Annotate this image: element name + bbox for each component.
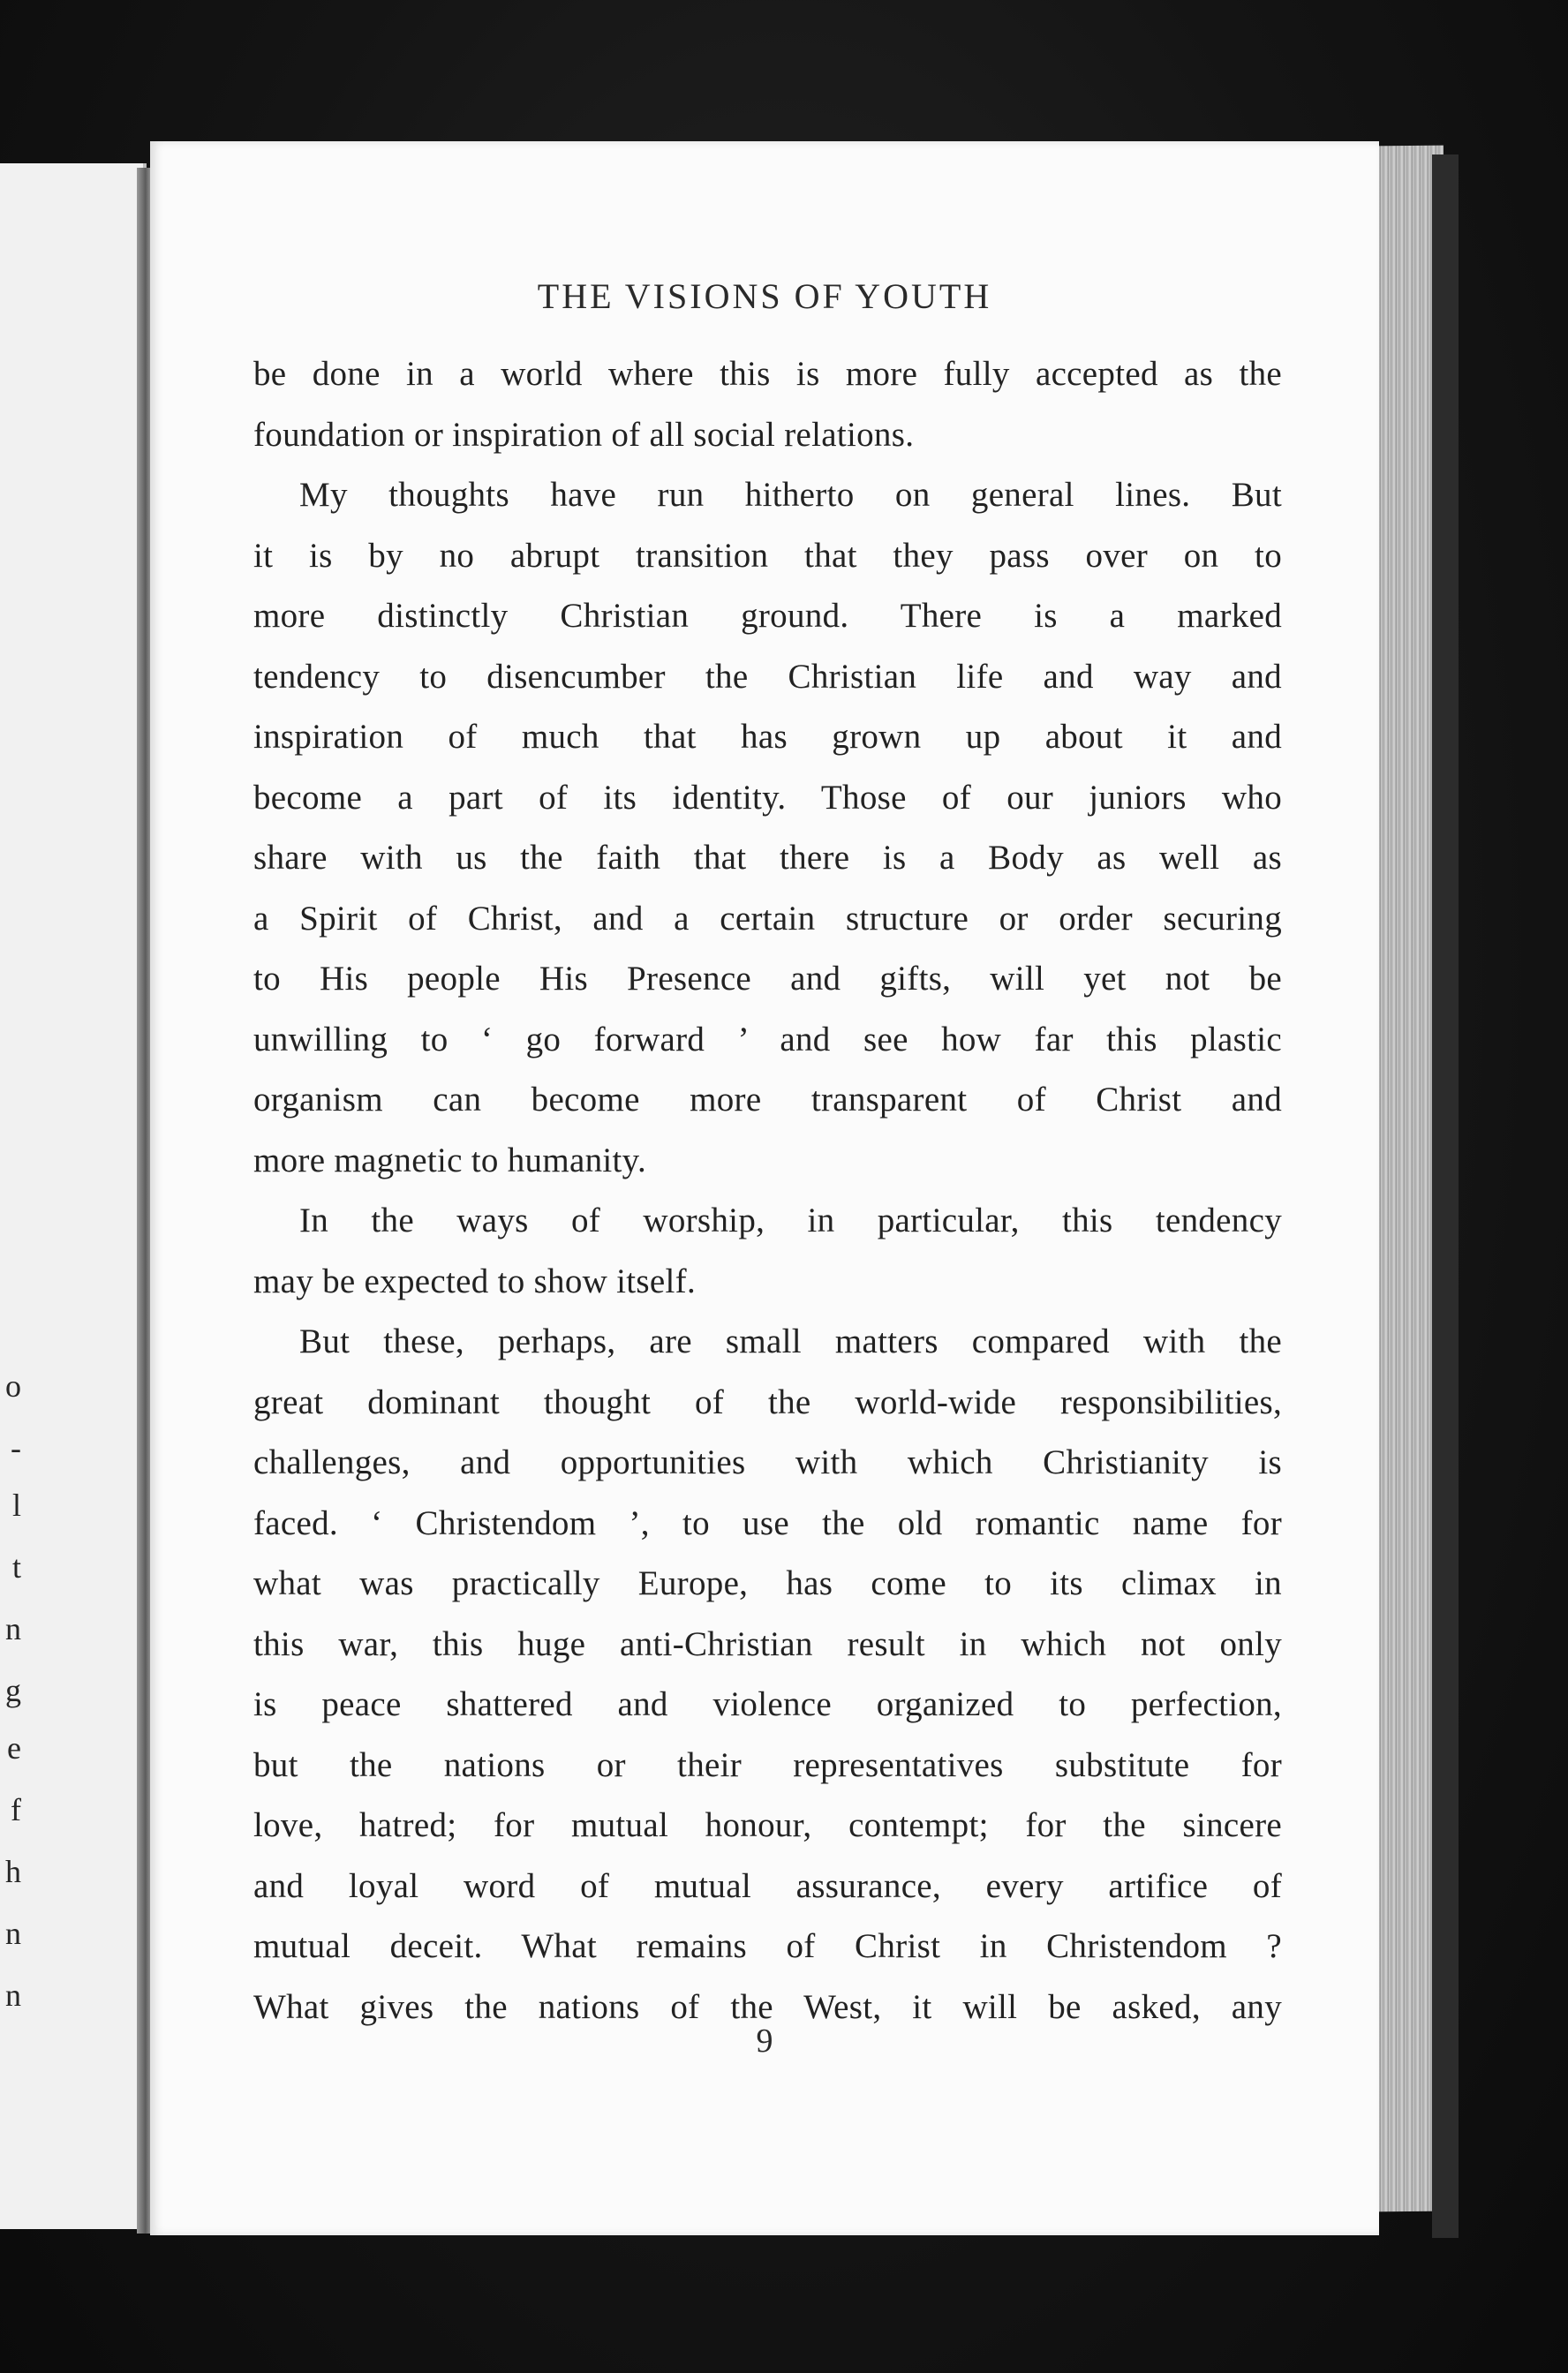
facing-page-fragment: e xyxy=(7,1730,21,1766)
page-number: 9 xyxy=(756,2023,773,2060)
facing-page-fragment: n xyxy=(5,1978,21,2013)
facing-page-fragment: g xyxy=(5,1673,21,1708)
text-line: foundation or inspiration of all social relations. xyxy=(253,415,915,454)
text-line: be done in a world where this is more fully accepted as the xyxy=(253,355,1282,393)
text-line: more magnetic to humanity. xyxy=(253,1141,646,1179)
text-line: is peace shattered and violence organized to perfection, xyxy=(253,1685,1282,1723)
text-line: become a part of its identity. Those of our juniors who xyxy=(253,778,1282,817)
facing-page-fragment: o xyxy=(5,1368,21,1404)
text-line: but the nations or their representatives substitute for xyxy=(253,1745,1282,1784)
text-line: this war, this huge anti-Christian result in which not only xyxy=(253,1624,1282,1663)
running-head: THE VISIONS OF YOUTH xyxy=(537,276,992,316)
text-line: challenges, and opportunities with which Christianity is xyxy=(253,1443,1282,1481)
text-line: and loyal word of mutual assurance, every artifice of xyxy=(253,1866,1282,1905)
facing-page-fragment: l xyxy=(11,1488,21,1523)
facing-page-fragment: f xyxy=(11,1792,21,1827)
text-line: a Spirit of Christ, and a certain structure or order securing xyxy=(253,899,1282,938)
text-line: may be expected to show itself. xyxy=(253,1262,696,1300)
facing-page xyxy=(0,163,147,2229)
facing-page-fragment: h xyxy=(5,1854,21,1889)
text-line: But these, perhaps, are small matters compared with the xyxy=(299,1322,1282,1360)
body-text xyxy=(253,344,1282,2038)
facing-page-fragment: - xyxy=(11,1430,21,1465)
text-line: inspiration of much that has grown up about it and xyxy=(253,718,1282,756)
facing-page-fragment: t xyxy=(11,1549,21,1585)
text-line: more distinctly Christian ground. There is a marked xyxy=(253,597,1282,635)
text-line: unwilling to ‘ go forward ’ and see how far this plastic xyxy=(253,1020,1282,1058)
text-line: share with us the faith that there is a Body as well as xyxy=(253,839,1282,877)
text-line: tendency to disencumber the Christian life and way and xyxy=(253,657,1282,696)
text-line: to His people His Presence and gifts, will yet not be xyxy=(253,960,1282,998)
text-line: what was practically Europe, has come to its climax in xyxy=(253,1564,1282,1602)
book-cover-edge xyxy=(1432,154,1459,2238)
text-line: In the ways of worship, in particular, this tendency xyxy=(299,1202,1282,1239)
facing-page-fragment: n xyxy=(5,1611,21,1646)
text-line: My thoughts have run hitherto on general lines. But xyxy=(299,476,1282,514)
text-line: it is by no abrupt transition that they pass over on to xyxy=(253,536,1282,575)
text-line: organism can become more transparent of Christ and xyxy=(253,1081,1282,1119)
book-page xyxy=(150,141,1379,2235)
text-line: mutual deceit. What remains of Christ in Christendom ? xyxy=(253,1927,1282,1965)
text-line: love, hatred; for mutual honour, contempt; for the sincere xyxy=(253,1806,1282,1844)
facing-page-fragment: n xyxy=(5,1916,21,1951)
text-line: faced. ‘ Christendom ’, to use the old romantic name for xyxy=(253,1503,1282,1542)
text-line: great dominant thought of the world-wide responsibilities, xyxy=(253,1382,1282,1421)
text-line: What gives the nations of the West, it will be asked, any xyxy=(253,1987,1282,2026)
